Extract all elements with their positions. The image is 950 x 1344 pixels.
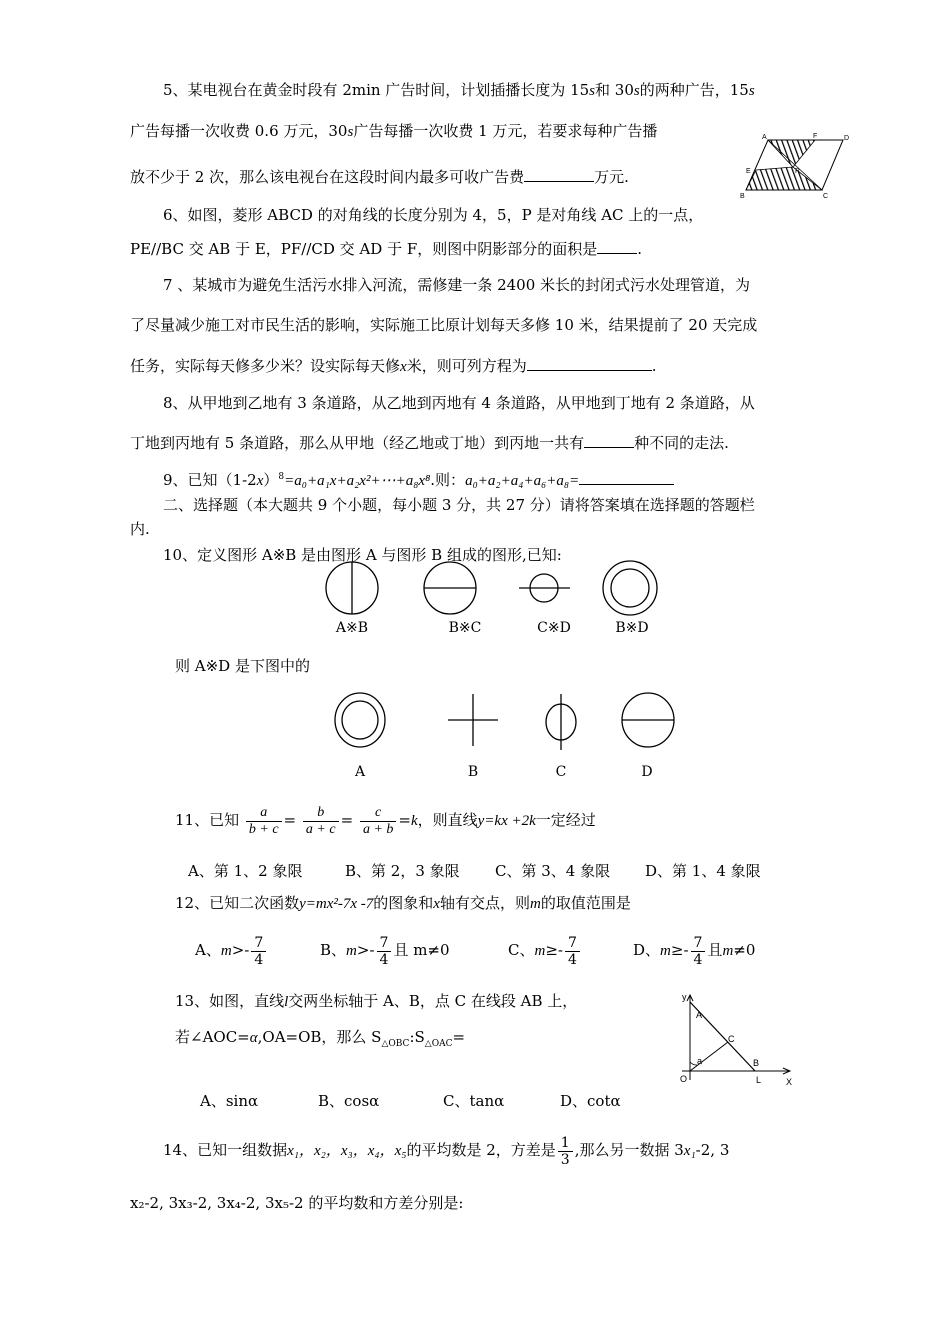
label-B: B: [753, 1058, 760, 1068]
q5-answer-blank[interactable]: [524, 166, 594, 182]
option-A-figure: [335, 693, 385, 747]
figure-BxC: [424, 562, 476, 614]
label-A: A: [696, 1010, 703, 1020]
option-A-label[interactable]: A: [354, 764, 366, 780]
option-C-label[interactable]: C: [555, 764, 567, 780]
q12-option-D[interactable]: D、m≥- $\frac{7}{4}$ 且m≠0: [633, 934, 756, 968]
q13-option-D[interactable]: D、cotα: [560, 1092, 621, 1110]
q11-option-B[interactable]: B、第 2，3 象限: [345, 862, 460, 880]
label-D: D: [844, 135, 850, 142]
option-B-label[interactable]: B: [467, 764, 479, 780]
caption-CxD: C※D: [537, 620, 571, 636]
label-C: C: [823, 193, 829, 200]
q14-line1: 14、已知一组数据x₁，x₂，x₃，x₄，x₅的平均数是 2，方差是 $\frac{1}{3}$ ,那么另一数据 3x₁-2, 3: [163, 1134, 730, 1168]
label-a: a: [697, 1056, 703, 1066]
label-A: A: [762, 134, 767, 141]
q7-answer-blank[interactable]: [527, 355, 652, 371]
axes-figure: [668, 990, 798, 1090]
q13-option-C[interactable]: C、tanα: [443, 1092, 505, 1110]
label-E: E: [746, 168, 751, 175]
caption-AxB: A※B: [335, 620, 369, 636]
section2-line1: 二、选择题（本大题共 9 个小题，每小题 3 分，共 27 分）请将答案填在选择题的答题栏: [163, 496, 755, 514]
option-B-figure: [448, 694, 498, 746]
label-O: O: [680, 1074, 688, 1084]
q14-line2: x₂-2, 3x₃-2, 3x₄-2, 3x₅-2 的平均数和方差分别是:: [130, 1194, 464, 1212]
q11-line: 11、已知 $\frac{a}{b + c}$ = $\frac{b}{a + c}$ = $\frac{c}{a + b}$ =k，则直线y=kx +2k一定经过: [175, 804, 596, 837]
option-C-figure: [546, 694, 576, 750]
q11-frac-c: $\frac{c}{a + b}$: [360, 805, 396, 838]
q9-line: 9、已知$(1-2x)^8=a_0+a_1x+a_2x^2+\cdots+a_8x^8$.则：a₀+a₂+a₄+a₆+a₈=: [163, 467, 674, 491]
q8-answer-blank[interactable]: [584, 432, 634, 448]
q9-answer-blank[interactable]: [579, 469, 674, 485]
label-C: C: [728, 1034, 735, 1044]
q5-line3: 放不少于 2 次，那么该电视台在这段时间内最多可收广告费 万元.: [130, 168, 629, 186]
q12-option-A[interactable]: A、m>- $\frac{7}{4}$: [195, 930, 268, 971]
option-D-label[interactable]: D: [641, 764, 653, 780]
figure-AxB: [326, 562, 378, 614]
figure-BxD: [603, 561, 657, 615]
q6-answer-blank[interactable]: [597, 238, 637, 254]
q7-line1: 7 、某城市为避免生活污水排入河流，需修建一条 2400 米长的封闭式污水处理管道，为: [163, 276, 751, 294]
caption-BxD: B※D: [615, 620, 649, 636]
label-P: P: [795, 168, 800, 175]
q7-line2: 了尽量减少施工对市民生活的影响，实际施工比原计划每天多修 10 米，结果提前了 20 天完成: [130, 316, 758, 334]
label-L: L: [756, 1075, 762, 1085]
q6-line1: 6、如图，菱形 ABCD 的对角线的长度分别为 4，5，P 是对角线 AC 上的一点，: [163, 206, 704, 224]
q8-line2: 丁地到丙地有 5 条道路，那么从甲地（经乙地或丁地）到丙地一共有 种不同的走法.: [130, 434, 729, 452]
option-D-figure: [622, 693, 674, 747]
q11-option-A[interactable]: A、第 1、2 象限: [188, 862, 303, 880]
q11-option-C[interactable]: C、第 3、4 象限: [495, 862, 611, 880]
label-B: B: [740, 193, 745, 200]
q10-given-figures: [315, 560, 675, 620]
q8-line1: 8、从甲地到乙地有 3 条道路，从乙地到丙地有 4 条道路，从甲地到丁地有 2 条道路，从: [163, 394, 755, 412]
q13-line1: 13、如图，直线l交两坐标轴于 A、B，点 C 在线段 AB 上，: [175, 992, 578, 1010]
q11-frac-b: $\frac{b}{a + c}$: [303, 805, 339, 838]
q6-line2: PE//BC 交 AB 于 E，PF//CD 交 AD 于 F，则图中阴影部分的面积是 .: [130, 240, 643, 258]
q10-option-figures: [330, 690, 690, 752]
label-F: F: [813, 133, 818, 140]
q12-option-B[interactable]: B、m>- $\frac{7}{4}$ 且 m≠0: [320, 934, 450, 968]
rhombus-figure: [740, 130, 850, 200]
q7-line3: 任务，实际每天修多少米？设实际每天修x米，则可列方程为 .: [130, 357, 657, 375]
q11-option-D[interactable]: D、第 1、4 象限: [645, 862, 761, 880]
q11-frac-a: $\frac{a}{b + c}$: [246, 805, 282, 838]
q10-ask: 则 A※D 是下图中的: [175, 657, 310, 675]
q13-option-A[interactable]: A、sinα: [200, 1092, 259, 1110]
caption-BxC: B※C: [448, 620, 482, 636]
q12-option-C[interactable]: C、m≥- $\frac{7}{4}$: [508, 930, 582, 971]
q13-line2: 若∠AOC=α,OA=OB，那么 $S_{\triangle OBC}:S_{\triangle OAC}=$: [175, 1028, 466, 1049]
q13-option-B[interactable]: B、cosα: [318, 1092, 380, 1110]
figure-CxD: [519, 574, 570, 602]
q5-line1: 5、某电视台在黄金时段有 2min 广告时间，计划插播长度为 15s和 30s的两种广告，15s: [163, 81, 755, 99]
q10-line1: 10、定义图形 A※B 是由图形 A 与图形 B 组成的图形,已知:: [163, 546, 562, 564]
label-x: X: [786, 1077, 793, 1087]
section2-line2: 内.: [130, 520, 150, 538]
label-y: y: [682, 992, 687, 1002]
q12-line: 12、已知二次函数y=mx²-7x -7的图象和x轴有交点，则m的取值范围是: [175, 894, 631, 912]
q5-line2: 广告每播一次收费 0.6 万元，30s广告每播一次收费 1 万元，若要求每种广告播: [130, 122, 658, 140]
